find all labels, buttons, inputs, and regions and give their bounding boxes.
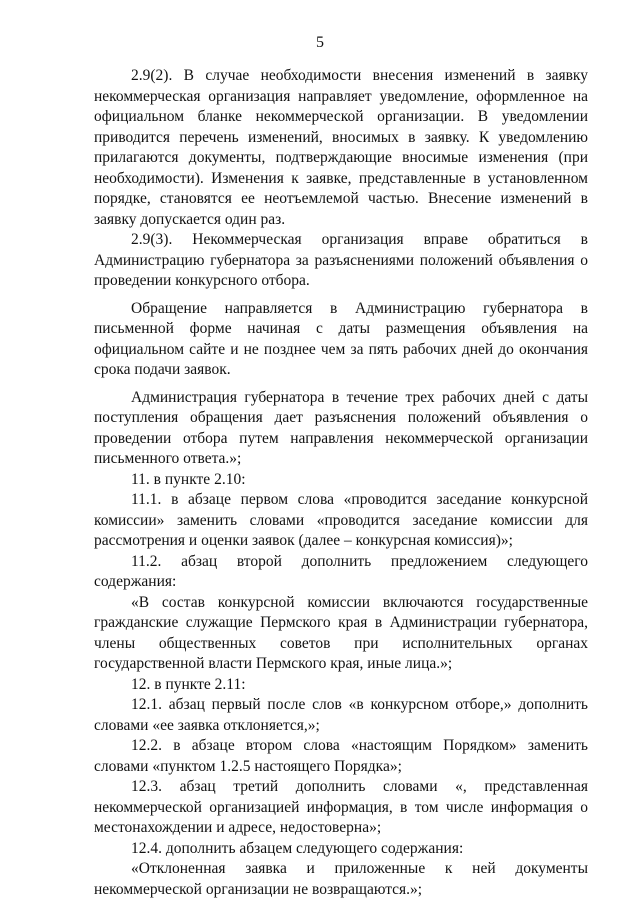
document-body (94, 66, 588, 900)
paragraph-administration-answer: Администрация губернатора в течение трех рабочих дней с даты поступления обращения дает разъяснения положений объявления о проведении отбора путем направления некоммерческой организации письменного ответа.»; (94, 388, 588, 467)
paragraph-item-11: 11. в пункте 2.10: (131, 470, 246, 488)
paragraph-item-12-1: 12.1. абзац первый после слов «в конкурсном отборе,» дополнить словами «ее заявка отклоняется,»; (94, 696, 588, 734)
paragraph-item-12-4: 12.4. дополнить абзацем следующего содержания: (131, 839, 464, 857)
paragraph-item-11-2: 11.2. абзац второй дополнить предложением следующего содержания: (94, 552, 588, 590)
paragraph-commission-composition: «В состав конкурсной комиссии включаются государственные гражданские служащие Пермского края в Администрации губернатора, члены общественных советов при исполнительных органах государственной власти Пермского края, иные лица.»; (94, 593, 588, 672)
paragraph-item-12-2: 12.2. в абзаце втором слова «настоящим Порядком» заменить словами «пунктом 1.2.5 настоящего Порядка»; (94, 737, 588, 775)
page-number: 5 (316, 34, 324, 51)
paragraph-2-9-2: 2.9(2). В случае необходимости внесения изменений в заявку некоммерческая организация направляет уведомление, оформленное на официальном бланке некоммерческой организации. В уведомлении приводится перечень изменений, вносимых в заявку. К уведомлению прилагаются документы, подтверждающие вносимые изменения (при необходимости). Изменения к заявке, представленные в установленном порядке, становятся ее неотъемлемой частью. Внесение изменений в заявку допускается один раз. (94, 67, 588, 228)
paragraph-item-12-3: 12.3. абзац третий дополнить словами «, представленная некоммерческой организацией информация, в том числе информация о местонахождении и адресе, недостоверна»; (94, 778, 588, 836)
paragraph-appeal: Обращение направляется в Администрацию губернатора в письменной форме начиная с даты размещения объявления на официальном сайте и не позднее чем за пять рабочих дней до окончания срока подачи заявок. (94, 299, 588, 378)
paragraph-2-9-3: 2.9(3). Некоммерческая организация вправе обратиться в Администрацию губернатора за разъяснениями положений объявления о проведении конкурсного отбора. (94, 231, 588, 289)
paragraph-item-11-1: 11.1. в абзаце первом слова «проводится заседание конкурсной комиссии» заменить словами «проводится заседание комиссии для рассмотрения и оценки заявок (далее – конкурсная комиссия)»; (94, 491, 588, 549)
paragraph-rejected-application: «Отклоненная заявка и приложенные к ней документы некоммерческой организации не возвращаются.»; (94, 860, 588, 898)
paragraph-item-12: 12. в пункте 2.11: (131, 675, 246, 693)
